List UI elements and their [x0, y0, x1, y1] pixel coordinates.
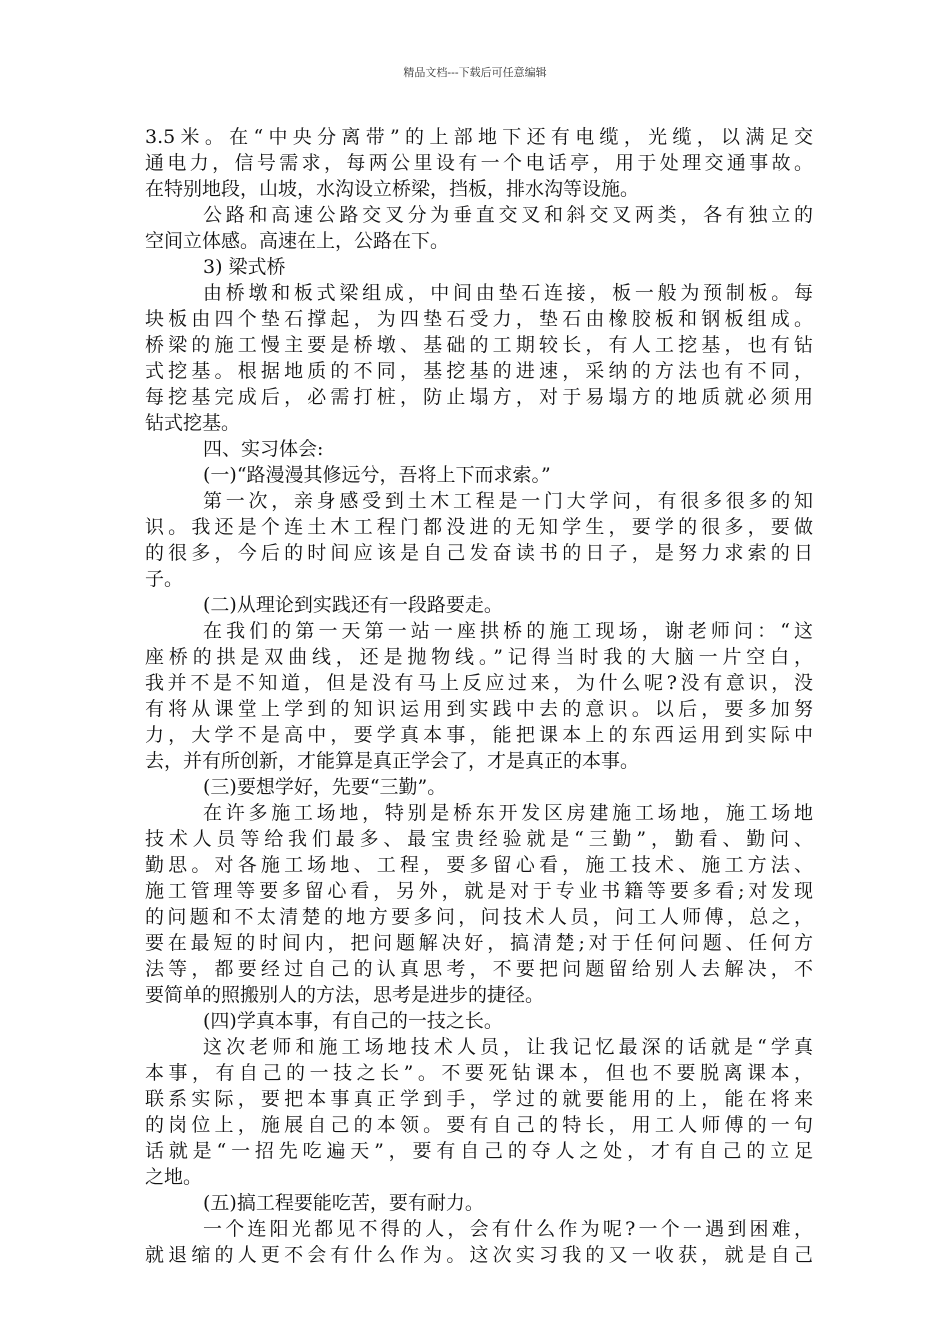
text-line: 法等，都要经过自己的认真思考，不要把问题留给别人去解决，不 [145, 958, 813, 980]
text-line: 的岗位上，施展自己的本领。要有自己的特长，用工人师傅的一句 [145, 1114, 813, 1136]
text-line: 在我们的第一天第一站一座拱桥的施工现场，谢老师问：“这 [203, 620, 813, 642]
text-line: 座桥的拱是双曲线，还是抛物线。”记得当时我的大脑一片空白， [145, 646, 813, 668]
text-line: 四、实习体会: [203, 438, 324, 460]
text-line: (二)从理论到实践还有一段路要走。 [203, 594, 503, 616]
text-line: 公路和高速公路交叉分为垂直交叉和斜交叉两类，各有独立的 [203, 204, 813, 226]
text-line: 式挖基。根据地质的不同，基挖基的进速，采纳的方法也有不同， [145, 360, 813, 382]
text-line: 通电力，信号需求，每两公里设有一个电话亭，用于处理交通事故。 [145, 152, 813, 174]
text-line: 钻式挖基。 [145, 412, 241, 434]
text-line: 我并不是不知道，但是没有马上反应过来，为什么呢?没有意识，没 [145, 672, 813, 694]
text-line: 子。 [145, 568, 184, 590]
text-line: 勤思。对各施工场地、工程，要多留心看，施工技术、施工方法、 [145, 854, 813, 876]
text-line: 一个连阳光都见不得的人，会有什么作为呢?一个一遇到困难， [203, 1218, 813, 1240]
text-line: 这次老师和施工场地技术人员，让我记忆最深的话就是“学真 [203, 1036, 813, 1058]
text-line: 第一次，亲身感受到土木工程是一门大学问，有很多很多的知 [203, 490, 813, 512]
text-line: 就退缩的人更不会有什么作为。这次实习我的又一收获，就是自己 [145, 1244, 813, 1266]
text-line: 由桥墩和板式梁组成，中间由垫石连接，板一般为预制板。每 [203, 282, 813, 304]
text-line: (一)“路漫漫其修远兮，吾将上下而求索。” [203, 464, 551, 486]
document-body [145, 124, 813, 1268]
text-line: (四)学真本事，有自己的一技之长。 [203, 1010, 503, 1032]
text-line: 联系实际，要把本事真正学到手，学过的就要能用的上，能在将来 [145, 1088, 813, 1110]
text-line: 之地。 [145, 1166, 203, 1188]
text-line: 有将从课堂上学到的知识运用到实践中去的意识。以后，要多加努 [145, 698, 813, 720]
text-line: (五)搞工程要能吃苦，要有耐力。 [203, 1192, 484, 1214]
text-line: 话就是“一招先吃遍天”，要有自己的夺人之处，才有自己的立足 [145, 1140, 813, 1162]
text-line: 在特别地段，山坡，水沟设立桥梁，挡板，排水沟等设施。 [145, 178, 640, 200]
text-line: 技术人员等给我们最多、最宝贵经验就是“三勤”，勤看、勤问、 [145, 828, 813, 850]
text-line: (三)要想学好，先要“三勤”。 [203, 776, 447, 798]
text-line: 的很多，今后的时间应该是自己发奋读书的日子，是努力求索的日 [145, 542, 813, 564]
text-line: 的问题和不太清楚的地方要多问，问技术人员，问工人师傅，总之， [145, 906, 813, 928]
text-line: 块板由四个垫石撑起，为四垫石受力，垫石由橡胶板和钢板组成。 [145, 308, 813, 330]
page-header: 精品文档---下载后可任意编辑 [403, 66, 547, 79]
text-line: 桥梁的施工慢主要是桥墩、基础的工期较长，有人工挖基，也有钻 [145, 334, 813, 356]
text-line: 每挖基完成后，必需打桩，防止塌方，对于易塌方的地质就必须用 [145, 386, 813, 408]
text-line: 本事，有自己的一技之长”。不要死钻课本，但也不要脱离课本， [145, 1062, 813, 1084]
text-line: 施工管理等要多留心看，另外，就是对于专业书籍等要多看;对发现 [145, 880, 813, 902]
text-line: 在许多施工场地，特别是桥东开发区房建施工场地，施工场地 [203, 802, 813, 824]
text-line: 3.5米。在“中央分离带”的上部地下还有电缆，光缆，以满足交 [145, 126, 813, 148]
text-line: 识。我还是个连土木工程门都没进的无知学生，要学的很多，要做 [145, 516, 813, 538]
text-line: 要简单的照搬别人的方法，思考是进步的捷径。 [145, 984, 545, 1006]
text-line: 要在最短的时间内，把问题解决好，搞清楚;对于任何问题、任何方 [145, 932, 813, 954]
text-line: 去，并有所创新，才能算是真正学会了，才是真正的本事。 [145, 750, 640, 772]
text-line: 力，大学不是高中，要学真本事，能把课本上的东西运用到实际中 [145, 724, 813, 746]
text-line: 3) 梁式桥 [203, 256, 286, 278]
text-line: 空间立体感。高速在上，公路在下。 [145, 230, 450, 252]
